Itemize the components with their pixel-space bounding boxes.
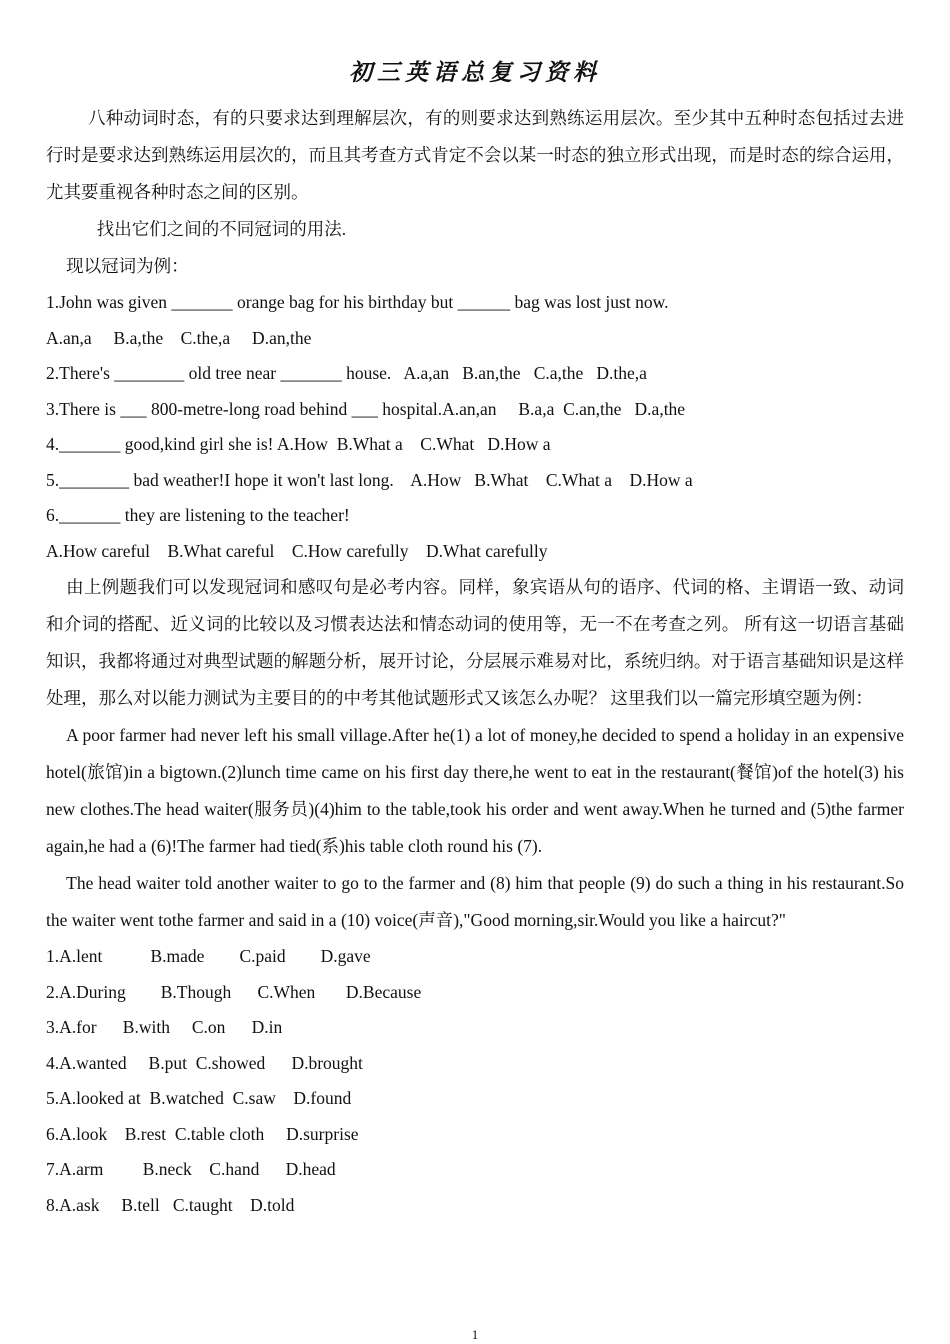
option-line: 4.A.wanted B.put C.showed D.brought xyxy=(46,1052,363,1073)
example-line: 2.There's ________ old tree near _______ house. A.a,an B.an,the C.a,the D.the,a xyxy=(46,363,647,383)
example-line: 5.________ bad weather!I hope it won't last long. A.How B.What C.What a D.How a xyxy=(46,469,693,490)
option-line: 7.A.arm B.neck C.hand D.head xyxy=(46,1159,336,1179)
option-line: 2.A.During B.Though C.When D.Because xyxy=(46,981,422,1002)
article-examples xyxy=(46,285,904,569)
example-line: A.an,a B.a,the C.the,a D.an,the xyxy=(46,327,312,348)
intro-example-heading: 现以冠词为例： xyxy=(66,256,189,276)
option-line: 1.A.lent B.made C.paid D.gave xyxy=(46,946,371,966)
option-line: 6.A.look B.rest C.table cloth D.surprise xyxy=(46,1123,359,1144)
option-line: 3.A.for B.with C.on D.in xyxy=(46,1017,283,1037)
cloze-options xyxy=(46,939,904,1223)
analysis-paragraph: 由上例题我们可以发现冠词和感叹句是必考内容。同样，象宾语从句的语序、代词的格、主谓语一致、动词和介词的搭配、近义词的比较以及习惯表达法和情态动词的使用等，无一不在考查之列。 所有这一切语言基础知识，我都将通过对典型试题的解题分析，展开讨论，分层展示难易对比，系统归纳。对于语言基础知识是这样处理，那么对以能力测试为主要目的的中考其他试题形式又该怎么办呢？ 这里我们以一篇完形填空题为例： xyxy=(46,577,904,708)
page-number: 1 xyxy=(471,1327,479,1342)
example-line: A.How careful B.What careful C.How carefully D.What carefully xyxy=(46,540,548,561)
intro-paragraph: 八种动词时态，有的只要求达到理解层次，有的则要求达到熟练运用层次。至少其中五种时态包括过去进行时是要求达到熟练运用层次的，而且其考查方式肯定不会以某一时态的独立形式出现，而是时态的综合运用，尤其要重视各种时态之间的区别。 xyxy=(46,108,904,202)
example-line: 4._______ good,kind girl she is! A.How B.What a C.What D.How a xyxy=(46,434,551,454)
example-line: 1.John was given _______ orange bag for his birthday but ______ bag was lost just now. xyxy=(46,292,669,312)
option-line: 5.A.looked at B.watched C.saw D.found xyxy=(46,1088,352,1108)
document-page xyxy=(46,56,904,1223)
example-line: 3.There is ___ 800-metre-long road behind ___ hospital.A.an,an B.a,a C.an,the D.a,the xyxy=(46,398,686,419)
cloze-passage-paragraph: A poor farmer had never left his small village.After he(1) a lot of money,he decided to spend a holiday in an expensive hotel(旅馆)in a bigtown.(2)lunch time came on his first day there,he went to eat in the restaurant(餐馆)of the hotel(3) his new clothes.The head waiter(服务员)(4)him to the table,took his order and went away.When he turned and (5)the farmer again,he had a (6)!The farmer had tied(系)his table cloth round his (7). xyxy=(46,725,904,856)
document-title: 初三英语总复习资料 xyxy=(349,60,601,85)
cloze-passage-paragraph: The head waiter told another waiter to go to the farmer and (8) him that people (9) do such a thing in his restaurant.So the waiter went tothe farmer and said in a (10) voice(声音),"Good morning,sir.Would you like a haircut?" xyxy=(46,873,904,930)
intro-note: 找出它们之间的不同冠词的用法. xyxy=(96,219,347,239)
example-line: 6._______ they are listening to the teacher! xyxy=(46,505,350,525)
option-line: 8.A.ask B.tell C.taught D.told xyxy=(46,1194,295,1215)
